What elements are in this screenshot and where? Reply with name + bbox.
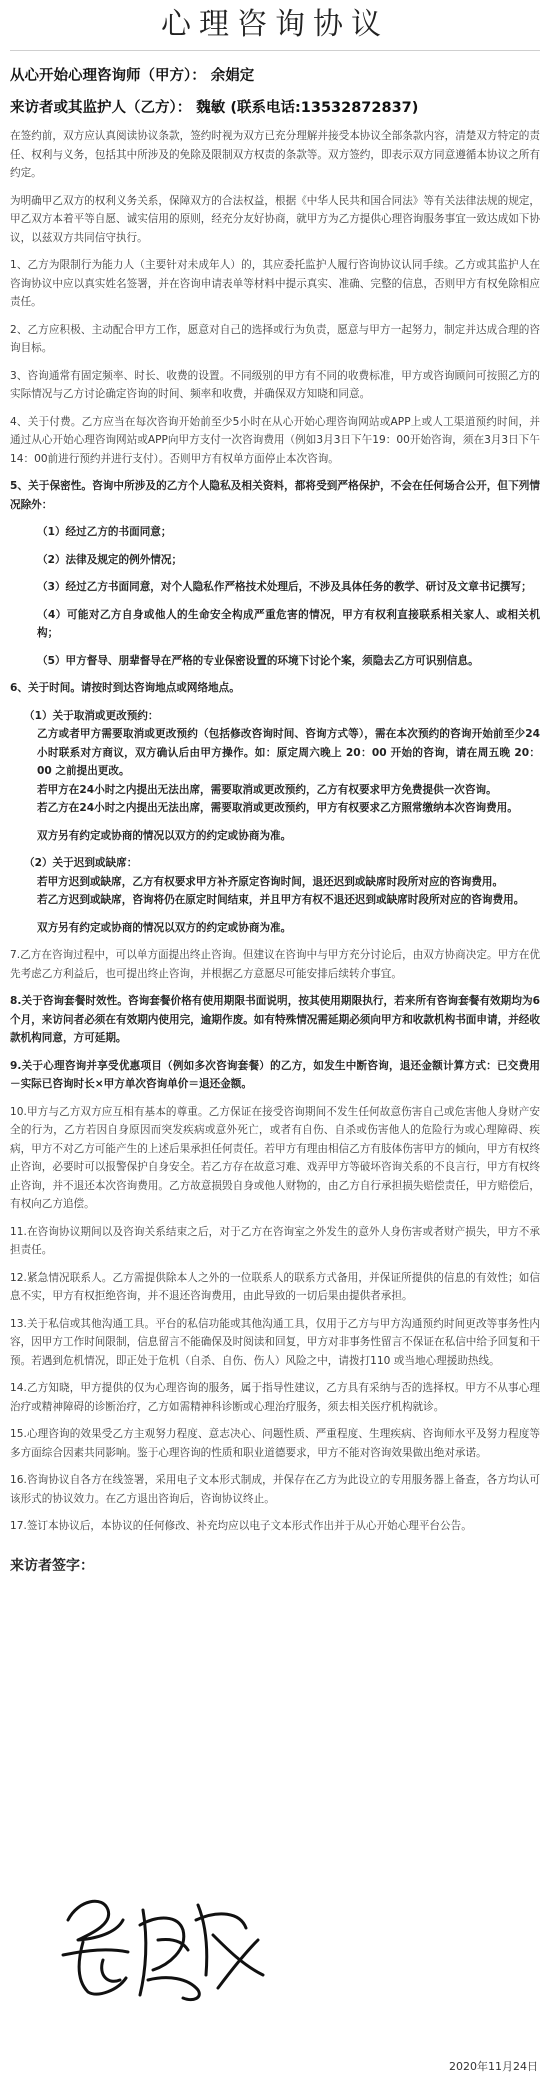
clause-14: 14.乙方知晓，甲方提供的仅为心理咨询的服务，属于指导性建议，乙方具有采纳与否的选择权。甲方不从事心理治疗或精神障碍的诊断治疗，乙方如需精神科诊断或心理治疗服务，须去相关医疗机构就诊。: [10, 1382, 540, 1413]
clause-5-item-1: （1）经过乙方的书面同意；: [37, 526, 172, 538]
clause-6-sub-1-party-a: 若甲方在24小时之内提出无法出席，需要取消或更改预约，乙方有权要求甲方免费提供一次咨询。: [37, 783, 497, 796]
handwritten-signature: [48, 1880, 288, 2010]
clause-11: 11.在咨询协议期间以及咨询关系结束之后，对于乙方在咨询室之外发生的意外人身伤害或者财产损失，甲方不承担责任。: [10, 1225, 540, 1256]
clause-2: 2、乙方应积极、主动配合甲方工作，愿意对自己的选择或行为负责，愿意与甲方一起努力，制定并达成合理的咨询目标。: [10, 323, 540, 354]
clause-10: 10.甲方与乙方双方应互相有基本的尊重。乙方保证在接受咨询期间不发生任何故意伤害自己或危害他人身财产安全的行为，乙方若因自身原因而突发疾病或意外死亡，或者有自伤、自杀或伤害他人的危险行为或心理障碍、疾病，甲方不对乙方可能产生的上述后果承担任何责任。若甲方有理由相信乙方有肢体伤害甲方的倾向，甲方有权终止咨询，必要时可以报警保护自身安全。若乙方存在故意习难、戏弄甲方等破坏咨询关系的不良言行，甲方有权终止咨询，并不退还本次咨询费用。乙方故意损毁自身或他人财物的，由乙方自行承担损失赔偿责任，甲方赔偿后，有权向乙方追偿。: [10, 1105, 540, 1210]
clause-8: 8.关于咨询套餐时效性。咨询套餐价格有使用期限书面说明，按其使用期限执行，若来所有咨询套餐有效期均为6个月，来访问者必须在有效期内使用完，逾期作废。如有特殊情况需延期必须向甲方和收款机构书面申请，并经收款机构同意，方可延期。: [10, 995, 540, 1044]
clause-6-sub-2-party-a: 若甲方迟到或缺席，乙方有权要求甲方补齐原定咨询时间，退还迟到或缺席时段所对应的咨询费用。: [37, 875, 504, 888]
party-a-line: 从心开始心理咨询师（甲方）： 余娟定: [10, 68, 255, 84]
visitor-signature-label: 来访者签字：: [10, 1557, 94, 1574]
document-title: 心理咨询协议: [10, 0, 540, 51]
party-b-line: 来访者或其监护人（乙方）： 魏敏 (联系电话:13532872837): [10, 100, 419, 116]
clause-5-item-2: （2）法律及规定的例外情况；: [37, 553, 183, 566]
clause-9: 9.关于心理咨询并享受优惠项目（例如多次咨询套餐）的乙方，如发生中断咨询，退还金额计算方式：已交费用－实际已咨询时长×甲方单次咨询单价＝退还金额。: [10, 1059, 540, 1090]
clause-7: 7.乙方在咨询过程中，可以单方面提出终止咨询。但建议在咨询中与甲方充分讨论后，由双方协商决定。甲方在优先考虑乙方利益后，也可提出终止咨询，并根据乙方意愿尽可能安排后续转介事宜。: [10, 949, 540, 980]
clause-6-sub-2-party-b: 若乙方迟到或缺席，咨询将仍在原定时间结束，并且甲方有权不退还迟到或缺席时段所对应的咨询费用。: [37, 894, 525, 906]
clause-12: 12.紧急情况联系人。乙方需提供除本人之外的一位联系人的联系方式备用，并保证所提供的信息的有效性；如信息不实，甲方有权拒绝咨询，并不退还咨询费用，由此导致的一切后果由提供者承担。: [10, 1271, 540, 1302]
clause-6-sub-1-heading: （1）关于取消或更改预约：: [24, 709, 159, 722]
clause-3: 3、咨询通常有固定频率、时长、收费的设置。不同级别的甲方有不同的收费标准，甲方或咨询顾问可按照乙方的实际情况与乙方讨论确定咨询的时间、频率和收费，并确保双方知晓和同意。: [10, 369, 540, 400]
clause-15: 15.心理咨询的效果受乙方主观努力程度、意志决心、问题性质、严重程度、生理疾病、咨询师水平及努力程度等多方面综合因素共同影响。鉴于心理咨询的性质和职业道德要求，甲方不能对咨询效果做出绝对承诺。: [10, 1428, 540, 1459]
clause-5-item-5: （5）甲方督导、朋辈督导在严格的专业保密设置的环境下讨论个案，须隐去乙方可识别信息。: [37, 654, 479, 667]
clause-6-sub-1-party-b: 若乙方在24小时之内提出无法出席，需要取消或更改预约，甲方有权要求乙方照常缴纳本次咨询费用。: [37, 802, 518, 814]
clause-5: 5、关于保密性。咨询中所涉及的乙方个人隐私及相关资料，都将受到严格保护，不会在任何场合公开，但下列情况除外：: [10, 480, 540, 511]
clause-6-sub-1-text: 乙方或者甲方需要取消或更改预约（包括修改咨询时间、咨询方式等），需在本次预约的咨询开始前至少24小时联系对方商议，双方确认后由甲方操作。如：原定周六晚上 20：00 开始的咨询，请在周五晚 20：00 之前提出更改。: [37, 728, 540, 777]
clause-4: 4、关于付费。乙方应当在每次咨询开始前至少5小时在从心开始心理咨询网站或APP上或人工渠道预约时间，并通过从心开始心理咨询网站或APP向甲方支付一次咨询费用（例如3月3日下午19：00开始咨询，须在3月3日下午14：00前进行预约并进行支付）。否则甲方有权单方面停止本次咨询。: [10, 415, 540, 465]
purpose-paragraph: 为明确甲乙双方的权利义务关系，保障双方的合法权益，根据《中华人民共和国合同法》等有关法律法规的规定，甲乙双方本着平等自愿、诚实信用的原则，经充分友好协商，就甲方为乙方提供心理咨询服务事宜一致达成如下协议，以兹双方共同信守执行。: [10, 194, 540, 244]
intro-paragraph: 在签约前，双方应认真阅读协议条款，签约时视为双方已充分理解并接受本协议全部条款内容，清楚双方特定的责任、权利与义务，包括其中所涉及的免除及限制双方权责的条款等。双方签约，即表示双方同意遵循本协议之所有约定。: [10, 130, 540, 179]
clause-13: 13.关于私信或其他沟通工具。平台的私信功能或其他沟通工具，仅用于乙方与甲方沟通预约时间更改等事务性内容，因甲方工作时间限制，信息留言不能确保及时阅读和回复，甲方对非事务性留言不保证在私信中给予回复和干预。若遇到危机情况，即正处于危机（自杀、自伤、伤人）风险之中，请拨打110 或当地心理援助热线。: [10, 1317, 540, 1367]
clause-16: 16.咨询协议自各方在线签署，采用电子文本形式制成，并保存在乙方为此设立的专用服务器上备查，各方均认可该形式的协议效力。在乙方退出咨询后，咨询协议终止。: [10, 1474, 540, 1505]
clause-5-item-4: （4）可能对乙方自身或他人的生命安全构成严重危害的情况，甲方有权利直接联系相关家人、或相关机构；: [37, 608, 540, 639]
clause-6-sub-2-note: 双方另有约定或协商的情况以双方的约定或协商为准。: [37, 921, 292, 934]
clause-1: 1、乙方为限制行为能力人（主要针对未成年人）的，其应委托监护人履行咨询协议认同手续。乙方或其监护人在咨询协议中应以真实姓名签署，并在咨询申请表单等材料中提示真实、准确、完整的信息，否则甲方有权免除相应责任。: [10, 259, 540, 308]
signing-date: 2020年11月24日: [449, 2060, 538, 2073]
clause-5-item-3: （3）经过乙方书面同意，对个人隐私作严格技术处理后，不涉及具体任务的教学、研讨及文章书记撰写；: [37, 581, 532, 593]
clause-6-sub-2-heading: （2）关于迟到或缺席：: [24, 857, 138, 869]
clause-6-sub-1-note: 双方另有约定或协商的情况以双方的约定或协商为准。: [37, 829, 292, 842]
clause-6: 6、关于时间。请按时到达咨询地点或网络地点。: [10, 682, 240, 694]
clause-17: 17.签订本协议后，本协议的任何修改、补充均应以电子文本形式作出并于从心开始心理平台公告。: [10, 1520, 472, 1532]
